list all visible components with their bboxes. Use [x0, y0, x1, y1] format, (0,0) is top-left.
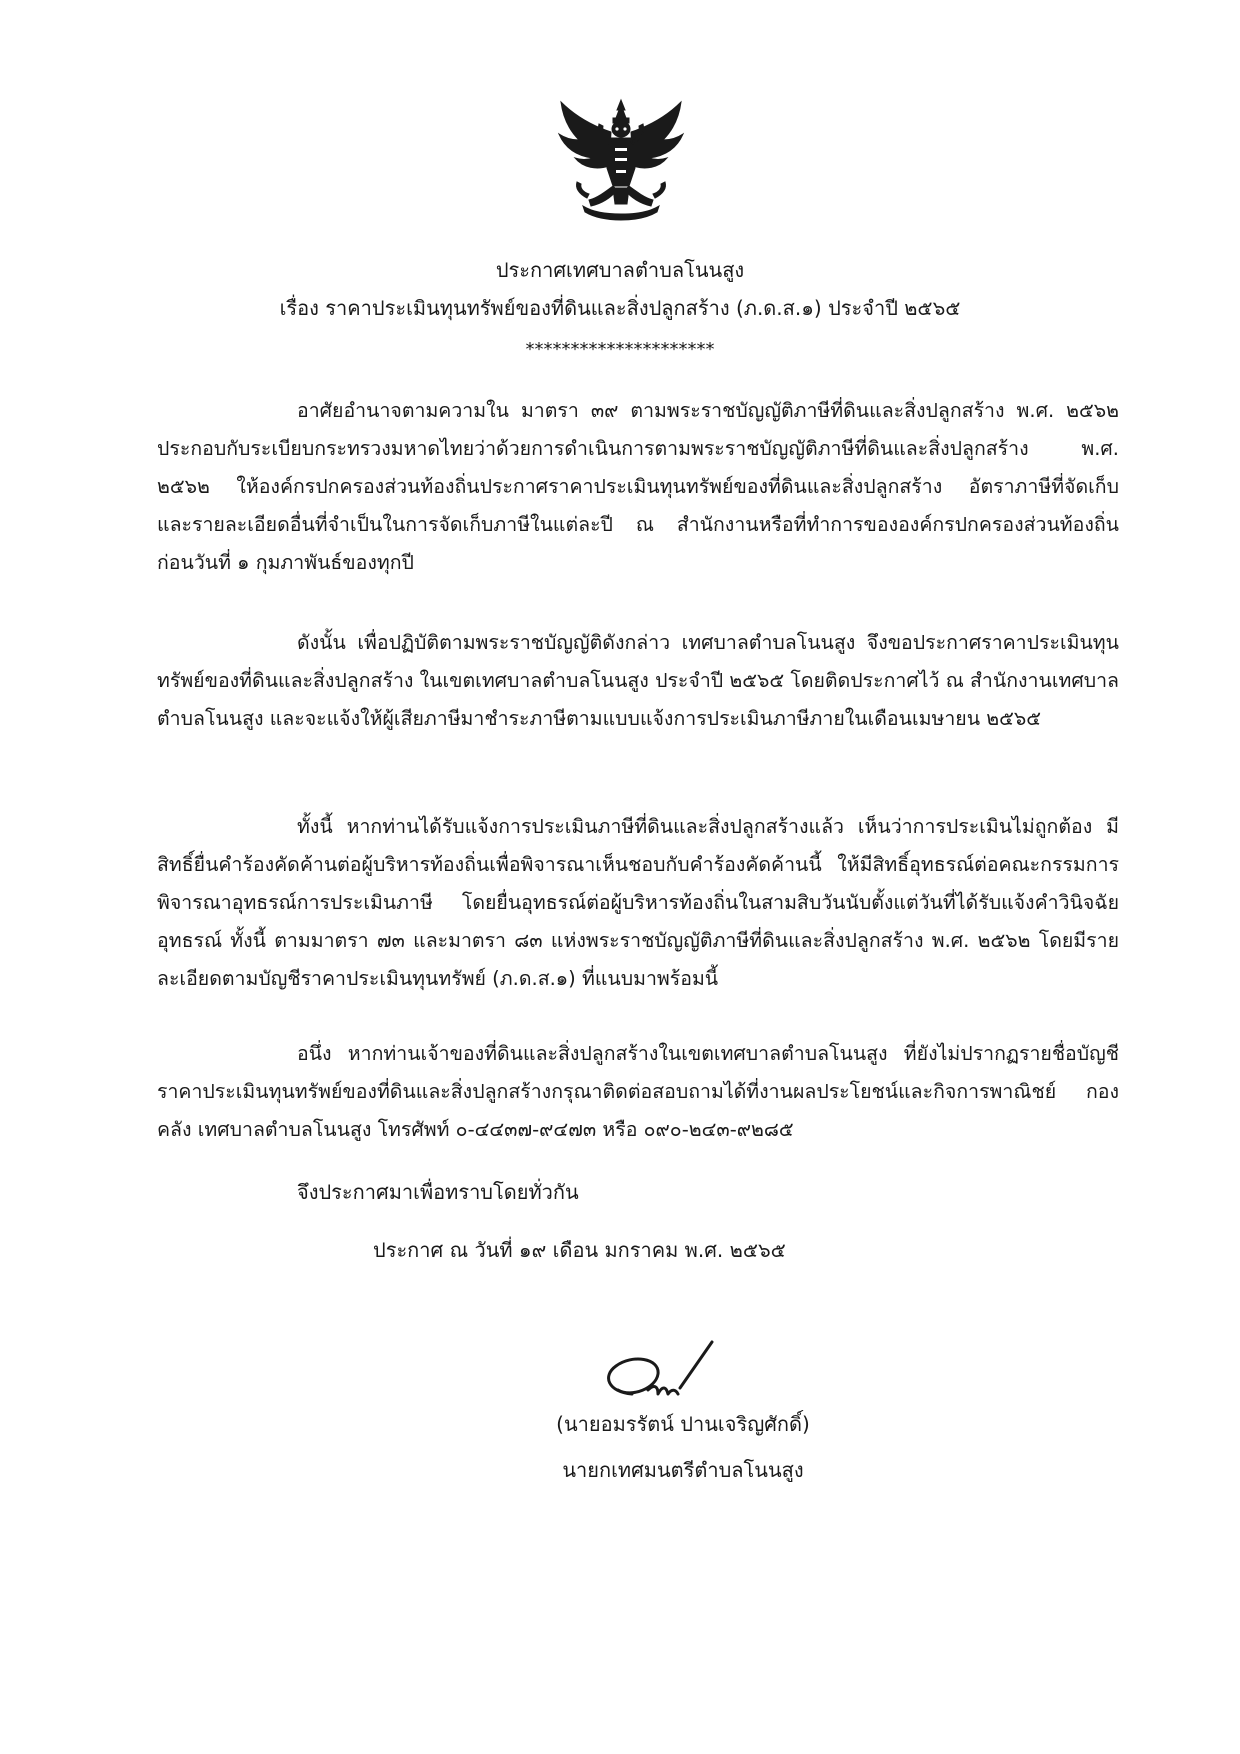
separator-line: *********************	[525, 339, 715, 360]
paragraph-text: อาศัยอำนาจตามความใน มาตรา ๓๙ ตามพระราชบัญญัติภาษีที่ดินและสิ่งปลูกสร้าง พ.ศ. ๒๕๖๒ ประกอบกับระเบียบกระทรวงมหาดไทยว่าด้วยการดำเนินการตามพระราชบัญญัติภาษีที่ดินและสิ่งปลูกสร้าง พ.ศ. ๒๕๖๒ ให้องค์กรปกครองส่วนท้องถิ่นประกาศราคาประเมินทุนทรัพย์ของที่ดินและสิ่งปลูกสร้าง อัตราภาษีที่จัดเก็บ และรายละเอียดอื่นที่จำเป็นในการจัดเก็บภาษีในแต่ละปี ณ สำนักงานหรือที่ทำการขององค์กรปกครองส่วนท้องถิ่นก่อนวันที่ ๑ กุมภาพันธ์ของทุกปี	[157, 399, 1119, 574]
body-paragraph-3	[157, 808, 1119, 998]
garuda-emblem-icon	[553, 96, 689, 226]
signer-name: (นายอมรรัตน์ ปานเจริญศักดิ์)	[556, 1412, 810, 1436]
signer-position: นายกเทศมนตรีตำบลโนนสูง	[562, 1458, 804, 1482]
announcement-subject: เรื่อง ราคาประเมินทุนทรัพย์ของที่ดินและสิ่งปลูกสร้าง (ภ.ด.ส.๑) ประจำปี ๒๕๖๕	[279, 296, 961, 320]
announcement-title: ประกาศเทศบาลตำบลโนนสูง	[495, 258, 745, 282]
body-paragraph-1	[157, 392, 1119, 582]
handwritten-signature-icon	[588, 1332, 718, 1418]
body-paragraph-4	[157, 1035, 1119, 1149]
paragraph-text: ทั้งนี้ หากท่านได้รับแจ้งการประเมินภาษีที่ดินและสิ่งปลูกสร้างแล้ว เห็นว่าการประเมินไม่ถูกต้อง มีสิทธิ์ยื่นคำร้องคัดค้านต่อผู้บริหารท้องถิ่นเพื่อพิจารณาเห็นชอบกับคำร้องคัดค้านนี้ ให้มีสิทธิ์อุทธรณ์ต่อคณะกรรมการพิจารณาอุทธรณ์การประเมินภาษี โดยยื่นอุทธรณ์ต่อผู้บริหารท้องถิ่นในสามสิบวันนับตั้งแต่วันที่ได้รับแจ้งคำวินิจฉัยอุทธรณ์ ทั้งนี้ ตามมาตรา ๗๓ และมาตรา ๘๓ แห่งพระราชบัญญัติภาษีที่ดินและสิ่งปลูกสร้าง พ.ศ. ๒๕๖๒ โดยมีรายละเอียดตามบัญชีราคาประเมินทุนทรัพย์ (ภ.ด.ส.๑) ที่แนบมาพร้อมนี้	[157, 815, 1119, 990]
announcement-date: ประกาศ ณ วันที่ ๑๙ เดือน มกราคม พ.ศ. ๒๕๖๕	[373, 1238, 786, 1262]
paragraph-text: ดังนั้น เพื่อปฏิบัติตามพระราชบัญญัติดังกล่าว เทศบาลตำบลโนนสูง จึงขอประกาศราคาประเมินทุนทรัพย์ของที่ดินและสิ่งปลูกสร้าง ในเขตเทศบาลตำบลโนนสูง ประจำปี ๒๕๖๕ โดยติดประกาศไว้ ณ สำนักงานเทศบาลตำบลโนนสูง และจะแจ้งให้ผู้เสียภาษีมาชำระภาษีตามแบบแจ้งการประเมินภาษีภายในเดือนเมษายน ๒๕๖๕	[157, 631, 1119, 730]
body-paragraph-2	[157, 624, 1119, 738]
closing-statement: จึงประกาศมาเพื่อทราบโดยทั่วกัน	[297, 1180, 579, 1204]
paragraph-text: อนึ่ง หากท่านเจ้าของที่ดินและสิ่งปลูกสร้างในเขตเทศบาลตำบลโนนสูง ที่ยังไม่ปรากฏรายชื่อบัญชีราคาประเมินทุนทรัพย์ของที่ดินและสิ่งปลูกสร้างกรุณาติดต่อสอบถามได้ที่งานผลประโยชน์และกิจการพาณิชย์ กองคลัง เทศบาลตำบลโนนสูง โทรศัพท์ ๐-๔๔๓๗-๙๔๗๓ หรือ ๐๙๐-๒๔๓-๙๒๘๕	[157, 1042, 1119, 1141]
